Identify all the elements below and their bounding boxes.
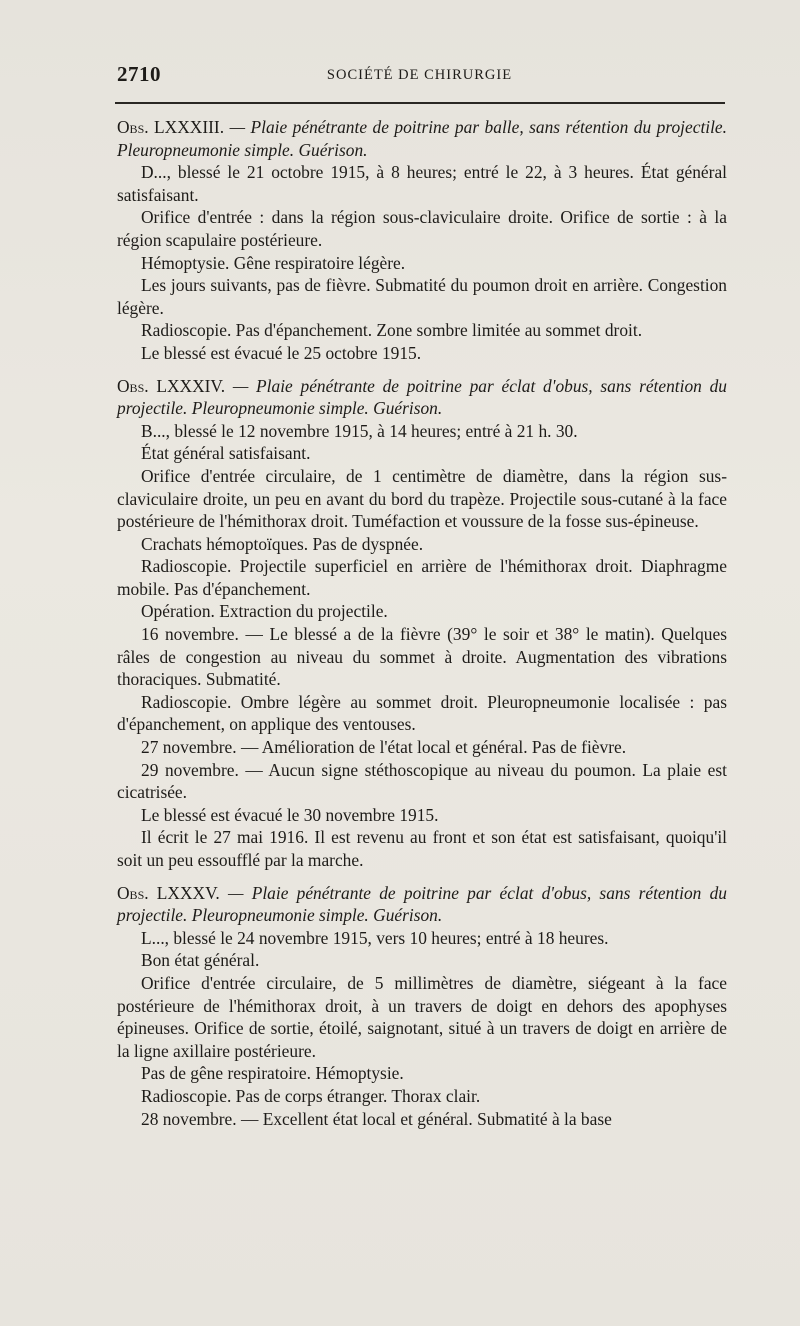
document-body (117, 116, 727, 1140)
paragraph: Le blessé est évacué le 30 novembre 1915. (141, 804, 439, 825)
paragraph: Crachats hémoptoïques. Pas de dyspnée. (141, 533, 424, 554)
paragraph: Opération. Extraction du projectile. (141, 601, 388, 622)
paragraph: Orifice d'entrée circulaire, de 1 centimètre de diamètre, dans la région sus-claviculaire droite, un peu en avant du bord du trapèze. Projectile sous-cutané à la face postérieure de l'hémithorax droit. Tuméfaction et voussure de la fosse sus-épineuse. (117, 465, 727, 532)
observation-heading (117, 882, 727, 927)
paragraph: 27 novembre. — Amélioration de l'état local et général. Pas de fièvre. (141, 737, 627, 758)
paragraph: État général satisfaisant. (141, 443, 311, 464)
observation-label: Obs. LXXXIII. (117, 117, 225, 137)
paragraph: Radioscopie. Projectile superficiel en arrière de l'hémithorax droit. Diaphragme mobile. Pas d'épanchement. (117, 556, 727, 599)
observation-label: Obs. LXXXIV. (117, 375, 226, 396)
observation-83 (117, 116, 727, 365)
paragraph: Orifice d'entrée circulaire, de 5 millimètres de diamètre, siégeant à la face postérieure de l'hémithorax droit, à un travers de doigt en dehors des apophyses épineuses. Orifice de sortie, étoilé, saignotant, situé à un travers de doigt en arrière de la ligne axillaire postérieure. (117, 972, 727, 1061)
observation-84 (117, 375, 727, 872)
running-title: SOCIÉTÉ DE CHIRURGIE (326, 67, 513, 83)
paragraph: Hémoptysie. Gêne respiratoire légère. (141, 252, 406, 273)
observation-heading (117, 375, 727, 420)
observation-title: — Plaie pénétrante de poitrine par balle, sans rétention du projectile. Pleuropneumonie simple. Guérison. (117, 117, 728, 160)
paragraph: Radioscopie. Pas d'épanchement. Zone sombre limitée au sommet droit. (141, 320, 643, 341)
observation-heading (117, 116, 727, 161)
page-header (117, 62, 722, 92)
observation-title: — Plaie pénétrante de poitrine par éclat d'obus, sans rétention du projectile. Pleuropneumonie simple. Guérison. (117, 375, 727, 419)
paragraph: 29 novembre. — Aucun signe stéthoscopique au niveau du poumon. La plaie est cicatrisée. (117, 759, 727, 803)
header-rule (115, 102, 725, 104)
paragraph: Les jours suivants, pas de fièvre. Submatité du poumon droit en arrière. Congestion légère. (117, 275, 727, 318)
paragraph: 16 novembre. — Le blessé a de la fièvre (39° le soir et 38° le matin). Quelques râles de congestion au niveau du sommet à droite. Augmentation des vibrations thoraciques. Submatité. (117, 624, 727, 690)
paragraph: B..., blessé le 12 novembre 1915, à 14 heures; entré à 21 h. 30. (141, 420, 578, 441)
paragraph: Bon état général. (141, 950, 260, 971)
observation-title: — Plaie pénétrante de poitrine par éclat d'obus, sans rétention du projectile. Pleuropneumonie simple. Guérison. (117, 882, 727, 926)
paragraph: D..., blessé le 21 octobre 1915, à 8 heures; entré le 22, à 3 heures. État général satisfaisant. (117, 162, 727, 205)
paragraph: Il écrit le 27 mai 1916. Il est revenu au front et son état est satisfaisant, quoiqu'il soit un peu essoufflé par la marche. (117, 827, 727, 870)
paragraph: L..., blessé le 24 novembre 1915, vers 10 heures; entré à 18 heures. (141, 927, 609, 948)
paragraph: Radioscopie. Pas de corps étranger. Thorax clair. (141, 1085, 481, 1106)
observation-85 (117, 882, 727, 1131)
observation-label: Obs. LXXXV. (117, 882, 220, 903)
paragraph: 28 novembre. — Excellent état local et général. Submatité à la base (141, 1108, 612, 1129)
paragraph: Le blessé est évacué le 25 octobre 1915. (141, 342, 422, 363)
page-number: 2710 (117, 62, 161, 86)
paragraph: Radioscopie. Ombre légère au sommet droit. Pleuropneumonie localisée : pas d'épanchement, on applique des ventouses. (117, 691, 727, 735)
paragraph: Pas de gêne respiratoire. Hémoptysie. (141, 1063, 404, 1084)
paragraph: Orifice d'entrée : dans la région sous-claviculaire droite. Orifice de sortie : à la région scapulaire postérieure. (117, 207, 727, 250)
